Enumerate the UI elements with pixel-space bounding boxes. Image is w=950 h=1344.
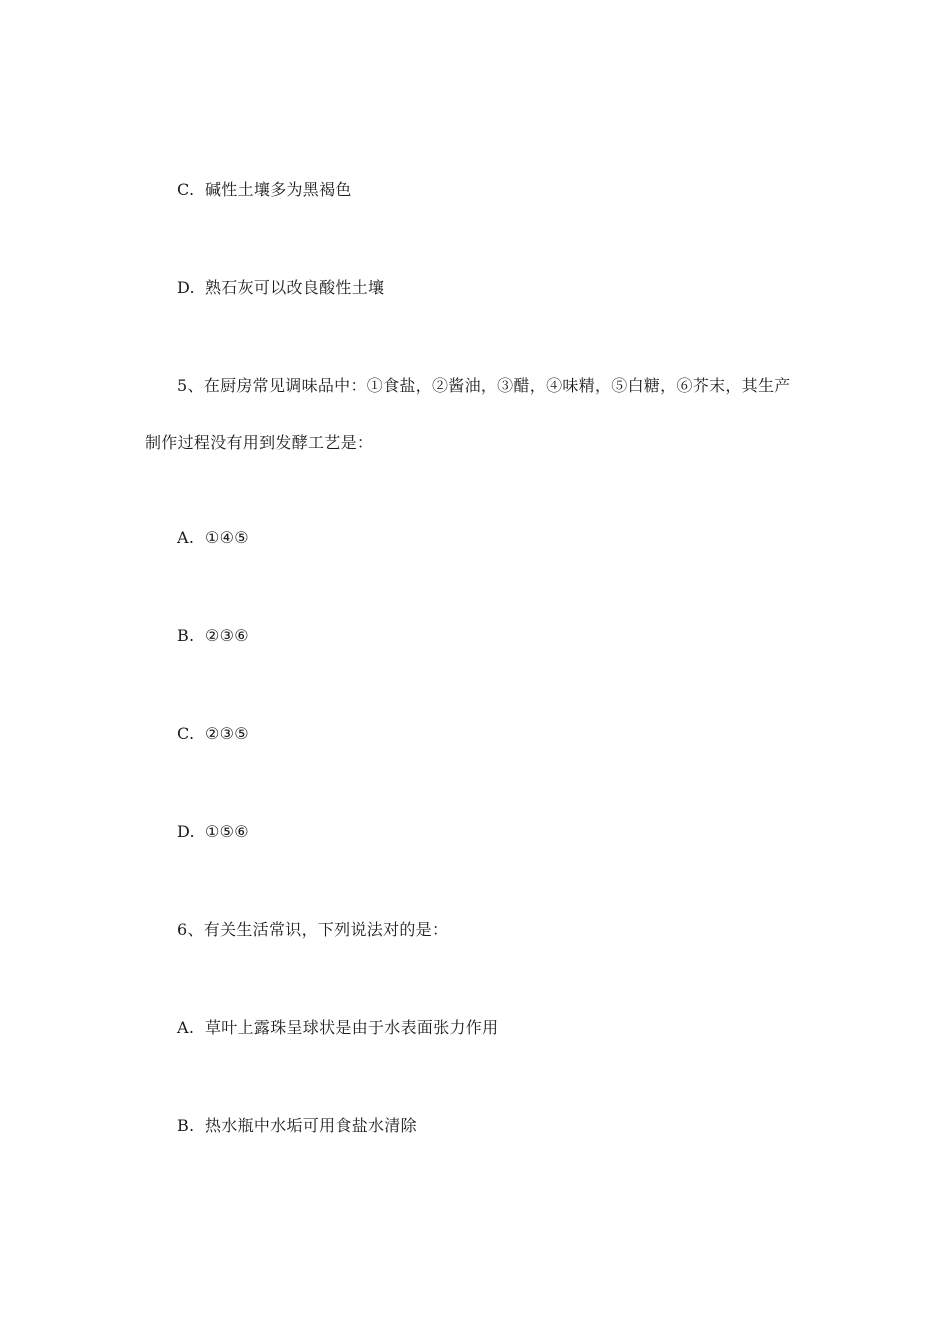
- q5-option-c: [177, 724, 249, 744]
- option-letter: C.: [177, 724, 195, 743]
- option-letter: D.: [177, 278, 195, 297]
- option-letter: A.: [177, 528, 195, 547]
- q5-option-a: [177, 528, 249, 548]
- option-text: ①④⑤: [205, 528, 249, 547]
- q5-option-d: [177, 822, 249, 842]
- question-5-stem-line-1: 5、在厨房常见调味品中：①食盐，②酱油，③醋，④味精，⑤白糖，⑥芥末，其生产: [177, 376, 791, 395]
- option-letter: B.: [177, 1116, 195, 1135]
- option-letter: C.: [177, 180, 195, 199]
- q6-option-b: [177, 1116, 417, 1136]
- option-text: 热水瓶中水垢可用食盐水清除: [205, 1116, 417, 1135]
- q6-option-a: [177, 1018, 498, 1038]
- option-letter: A.: [177, 1018, 195, 1037]
- option-text: ②③⑤: [205, 724, 249, 743]
- option-text: ①⑤⑥: [205, 822, 249, 841]
- option-text: 草叶上露珠呈球状是由于水表面张力作用: [205, 1018, 499, 1037]
- option-text: 碱性土壤多为黑褐色: [205, 180, 352, 199]
- option-letter: B.: [177, 626, 195, 645]
- question-5-stem-line-2: 制作过程没有用到发酵工艺是：: [145, 433, 374, 452]
- option-text: 熟石灰可以改良酸性土壤: [205, 278, 385, 297]
- prev-option-d: [177, 278, 384, 298]
- option-text: ②③⑥: [205, 626, 249, 645]
- prev-option-c: [177, 180, 352, 200]
- question-6-stem: 6、有关生活常识，下列说法对的是：: [177, 920, 449, 939]
- q5-option-b: [177, 626, 249, 646]
- option-letter: D.: [177, 822, 195, 841]
